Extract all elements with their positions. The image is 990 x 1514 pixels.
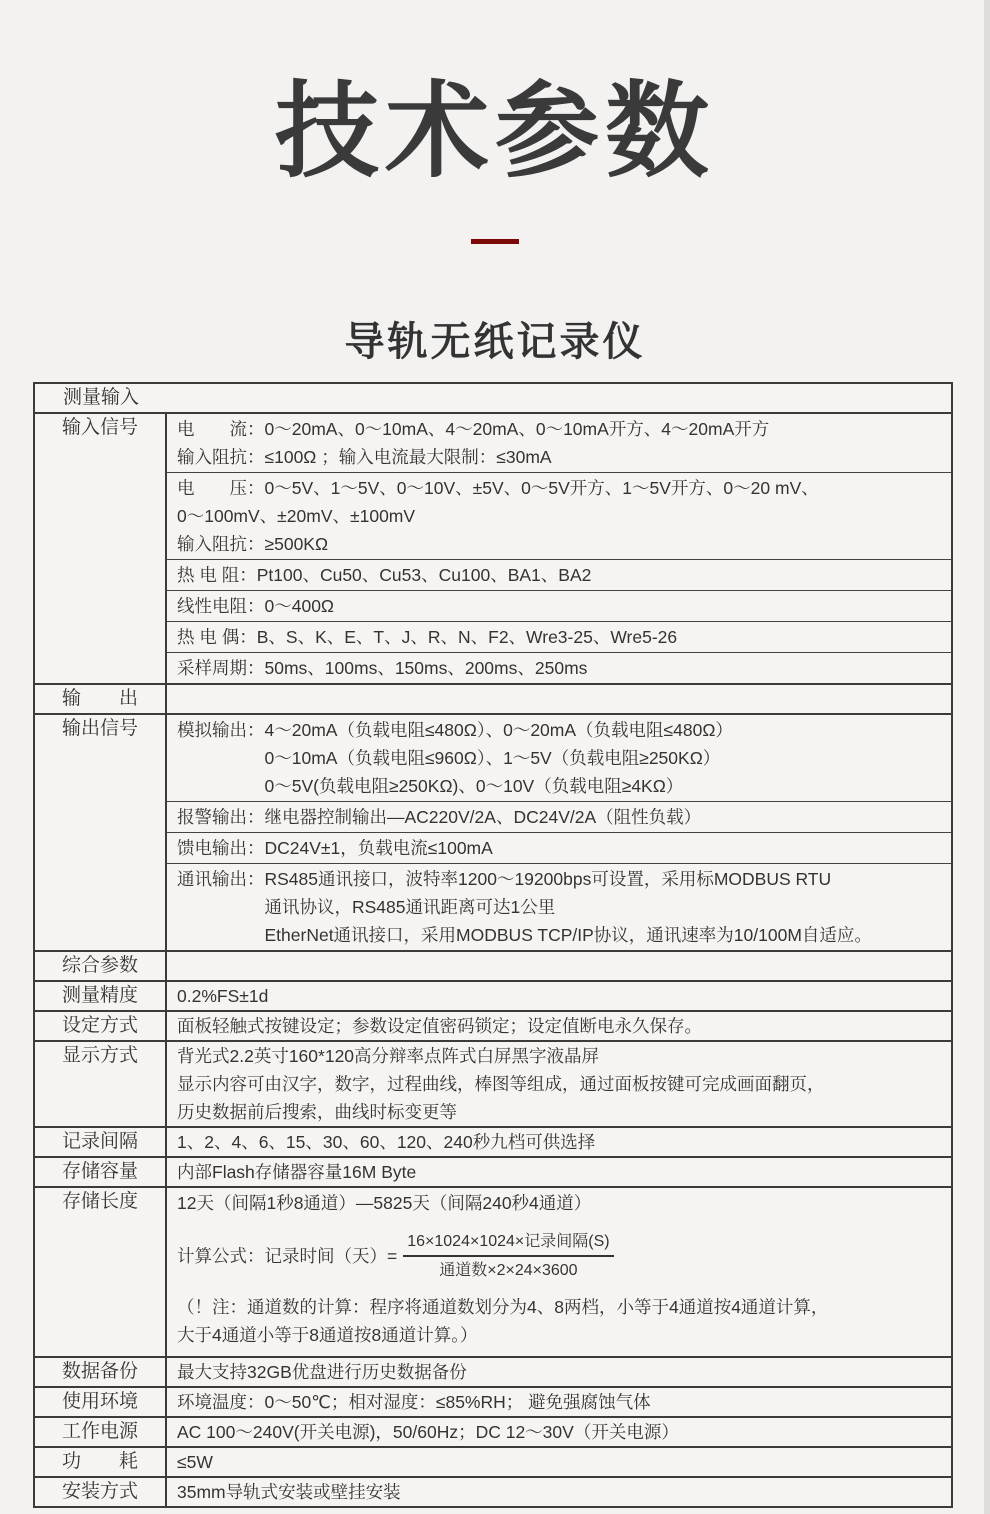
page-title: 技术参数 xyxy=(274,74,715,190)
row-content xyxy=(167,1418,951,1446)
row-label: 功 耗 xyxy=(35,1448,167,1476)
table-row-storage xyxy=(35,1186,951,1356)
spec-line: 0～100mV、±20mV、±100mV xyxy=(177,506,416,527)
row-label: 测量精度 xyxy=(35,982,167,1010)
table-row-simple xyxy=(35,980,951,1010)
spec-line: 馈电输出：DC24V±1，负载电流≤100mA xyxy=(177,838,493,859)
spec-line: 35mm导轨式安装或壁挂安装 xyxy=(177,1482,401,1503)
spec-line: 环境温度：0～50℃；相对湿度：≤85%RH； 避免强腐蚀气体 xyxy=(177,1392,651,1413)
table-row-simple xyxy=(35,1476,951,1506)
sub-row xyxy=(167,414,951,472)
row-label: 显示方式 xyxy=(35,1042,167,1126)
spec-line: ≤5W xyxy=(177,1452,213,1473)
row-label: 工作电源 xyxy=(35,1418,167,1446)
page-edge-shade xyxy=(984,0,990,1514)
row-content xyxy=(167,952,951,980)
table-row-group xyxy=(35,713,951,950)
row-label: 记录间隔 xyxy=(35,1128,167,1156)
spec-line: AC 100～240V(开关电源)，50/60Hz；DC 12～30V（开关电源） xyxy=(177,1422,679,1443)
row-content xyxy=(167,1012,951,1040)
row-content xyxy=(167,1158,951,1186)
row-content xyxy=(167,1042,951,1126)
sub-row xyxy=(167,652,951,683)
row-label: 使用环境 xyxy=(35,1388,167,1416)
row-label: 存储长度 xyxy=(35,1188,167,1356)
spec-line: 0.2%FS±1d xyxy=(177,986,269,1007)
row-content xyxy=(167,715,951,950)
spec-line: 输入阻抗：≤100Ω ；输入电流最大限制：≤30mA xyxy=(177,447,552,468)
spec-line: 历史数据前后搜索，曲线时标变更等 xyxy=(177,1102,457,1123)
row-label: 数据备份 xyxy=(35,1358,167,1386)
row-label: 输 出 xyxy=(35,685,167,713)
table-row-simple xyxy=(35,1010,951,1040)
table-row-simple xyxy=(35,1356,951,1386)
storage-block xyxy=(167,1188,951,1356)
row-content xyxy=(167,384,951,412)
sub-row xyxy=(167,621,951,652)
accent-divider xyxy=(471,239,519,244)
row-content xyxy=(167,1388,951,1416)
row-content xyxy=(167,685,951,713)
table-row-section xyxy=(35,683,951,713)
spec-line: 报警输出：继电器控制输出—AC220V/2A、DC24V/2A（阻性负载） xyxy=(177,807,702,828)
spec-line: 1、2、4、6、15、30、60、120、240秒九档可供选择 xyxy=(177,1132,596,1153)
row-content xyxy=(167,982,951,1010)
spec-line: 面板轻触式按键设定；参数设定值密码锁定；设定值断电永久保存。 xyxy=(177,1016,702,1037)
sub-row xyxy=(167,801,951,832)
spec-line: 0～5V(负载电阻≥250KΩ)、0～10V（负载电阻≥4KΩ） xyxy=(177,776,684,797)
spec-line: 模拟输出：4～20mA（负载电阻≤480Ω）、0～20mA（负载电阻≤480Ω） xyxy=(177,720,733,741)
spec-line: 最大支持32GB优盘进行历史数据备份 xyxy=(177,1362,467,1383)
sub-row xyxy=(167,559,951,590)
spec-line: 显示内容可由汉字，数字，过程曲线，棒图等组成，通过面板按键可完成画面翻页， xyxy=(177,1074,825,1095)
spec-line: 内部Flash存储器容量16M Byte xyxy=(177,1162,417,1183)
formula-denominator: 通道数×2×24×3600 xyxy=(439,1262,578,1280)
row-label: 测量输入 xyxy=(62,387,139,409)
table-row-simple xyxy=(35,1386,951,1416)
spec-line: EtherNet通讯接口，采用MODBUS TCP/IP协议，通讯速率为10/100M自适应。 xyxy=(177,925,872,946)
row-label: 综合参数 xyxy=(35,952,167,980)
spec-line: 采样周期：50ms、100ms、150ms、200ms、250ms xyxy=(177,658,588,679)
spec-line: 0～10mA（负载电阻≤960Ω）、1～5V（负载电阻≥250KΩ） xyxy=(177,748,721,769)
sub-row xyxy=(167,590,951,621)
spec-line: 电 流：0～20mA、0～10mA、4～20mA、0～10mA开方、4～20mA开方 xyxy=(177,419,770,440)
row-content xyxy=(167,1128,951,1156)
table-row-section xyxy=(35,384,951,412)
table-row-simple xyxy=(35,1446,951,1476)
table-row-simple xyxy=(35,1040,951,1126)
table-row-simple xyxy=(35,1126,951,1156)
formula-numerator: 16×1024×1024×记录间隔(S) xyxy=(403,1229,613,1257)
table-row-simple xyxy=(35,1156,951,1186)
record-time-formula xyxy=(167,1229,951,1283)
spec-line: 热 电 阻：Pt100、Cu50、Cu53、Cu100、BA1、BA2 xyxy=(177,565,592,586)
sub-row xyxy=(167,472,951,559)
row-label: 安装方式 xyxy=(35,1478,167,1506)
sub-row xyxy=(167,863,951,950)
row-label: 输出信号 xyxy=(35,715,167,950)
table-row-group xyxy=(35,412,951,683)
row-label: 存储容量 xyxy=(35,1158,167,1186)
spec-line: 背光式2.2英寸160*120高分辩率点阵式白屏黑字液晶屏 xyxy=(177,1046,600,1067)
spec-line: 热 电 偶：B、S、K、E、T、J、R、N、F2、Wre3-25、Wre5-26 xyxy=(177,627,678,648)
sub-row xyxy=(167,715,951,801)
table-row-section xyxy=(35,950,951,980)
formula-notes xyxy=(167,1293,951,1349)
row-label: 设定方式 xyxy=(35,1012,167,1040)
spec-line: 通讯输出：RS485通讯接口，波特率1200～19200bps可设置，采用标MODBUS RTU xyxy=(177,869,832,890)
row-label: 输入信号 xyxy=(35,414,167,683)
spec-line: （！注：通道数的计算：程序将通道数划分为4、8两档，小等于4通道按4通道计算， xyxy=(177,1297,829,1318)
formula-prefix: 计算公式：记录时间（天）= xyxy=(177,1246,398,1267)
spec-line: 通讯协议，RS485通讯距离可达1公里 xyxy=(177,897,556,918)
spec-line: 电 压：0～5V、1～5V、0～10V、±5V、0～5V开方、1～5V开方、0～20 mV、 xyxy=(177,478,819,499)
spec-line: 输入阻抗：≥500KΩ xyxy=(177,534,329,555)
row-content xyxy=(167,1478,951,1506)
row-content xyxy=(167,1188,951,1356)
row-content xyxy=(167,414,951,683)
spec-line: 线性电阻：0～400Ω xyxy=(177,596,335,617)
spec-line: 大于4通道小等于8通道按8通道计算。） xyxy=(177,1325,478,1346)
row-content xyxy=(167,1448,951,1476)
row-content xyxy=(167,1358,951,1386)
table-row-simple xyxy=(35,1416,951,1446)
product-subtitle: 导轨无纸记录仪 xyxy=(344,320,646,365)
formula-fraction xyxy=(403,1229,613,1283)
storage-range-line: 12天（间隔1秒8通道）—5825天（间隔240秒4通道） xyxy=(177,1193,592,1214)
sub-row xyxy=(167,832,951,863)
spec-table xyxy=(33,382,953,1508)
